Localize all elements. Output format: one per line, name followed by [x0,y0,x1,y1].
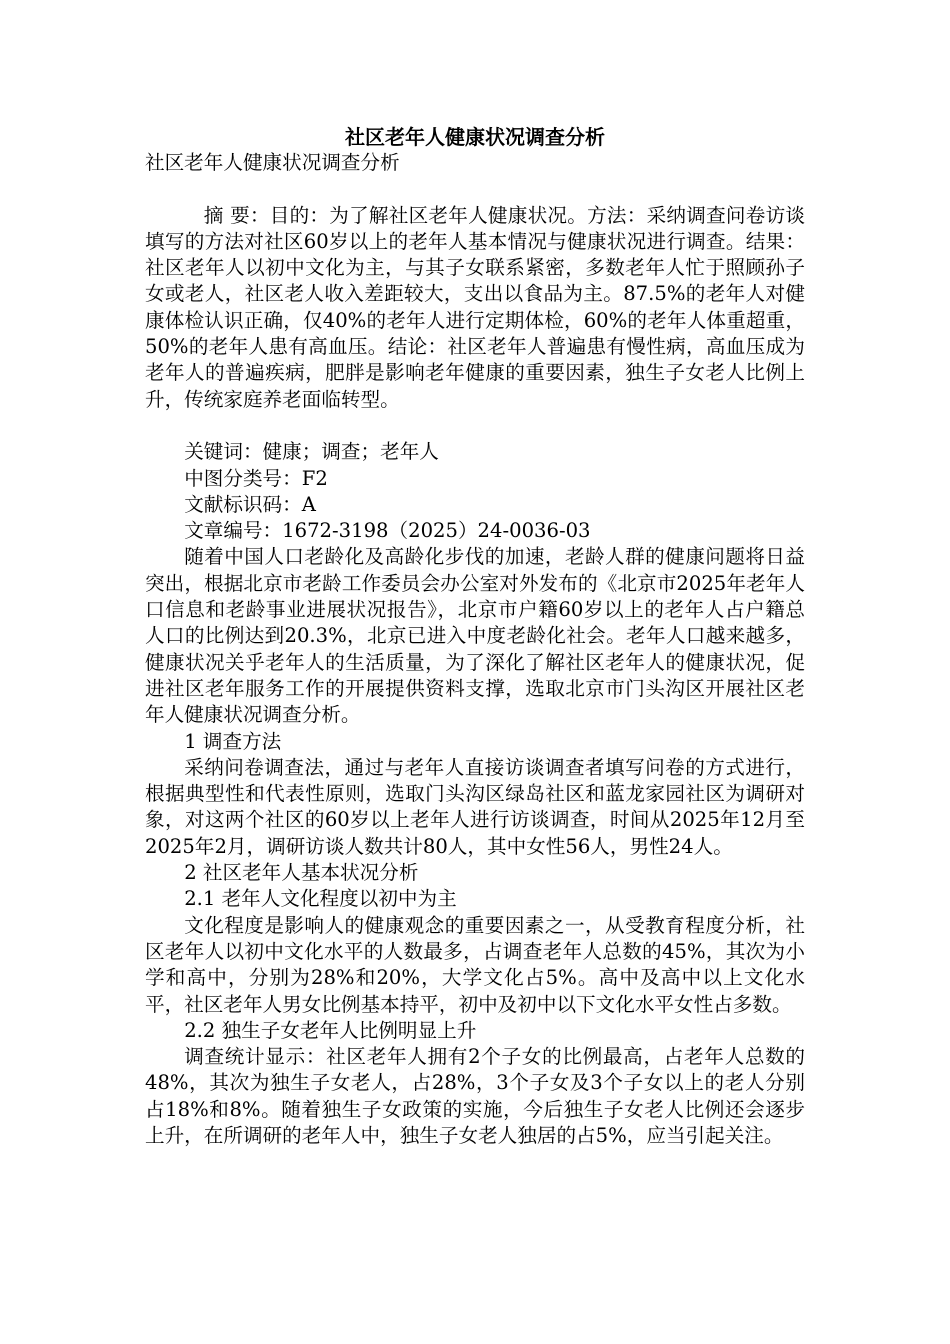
subsection-heading-2-2: 2.2 独生子女老年人比例明显上升 [184,1018,477,1042]
article-number-line: 文章编号：1672-3198（2025）24-0036-03 [184,519,591,543]
classification-line: 中图分类号：F2 [184,466,328,490]
section-1-paragraph: 采纳问卷调查法，通过与老年人直接访谈调查者填写问卷的方式进行，根据典型性和代表性原则，选取门头沟区绿岛社区和蓝龙家园社区为调研对象，对这两个社区的60岁以上老年人进行访谈调查，时间从2025年12月至2025年2月，调研访谈人数共计80人，其中女性56人，男性24人。 [145,755,805,858]
subsection-2-1-paragraph: 文化程度是影响人的健康观念的重要因素之一，从受教育程度分析，社区老年人以初中文化水平的人数最多，占调查老年人总数的45%，其次为小学和高中，分别为28%和20%，大学文化占5%。高中及高中以上文化水平，社区老年人男女比例基本持平，初中及初中以下文化水平女性占多数。 [145,913,805,1016]
section-heading-1: 1 调查方法 [184,729,282,753]
abstract-paragraph: 摘 要：目的：为了解社区老年人健康状况。方法：采纳调查问卷访谈填写的方法对社区60岁以上的老年人基本情况与健康状况进行调查。结果：社区老年人以初中文化为主，与其子女联系紧密，多数老年人忙于照顾孙子女或老人，社区老人收入差距较大，支出以食品为主。87.5%的老年人对健康体检认识正确，仅40%的老年人进行定期体检，60%的老年人体重超重，50%的老年人患有高血压。结论：社区老年人普遍患有慢性病，高血压成为老年人的普遍疾病，肥胖是影响老年健康的重要因素，独生子女老人比例上升，传统家庭养老面临转型。 [145,203,805,411]
subsection-heading-2-1: 2.1 老年人文化程度以初中为主 [184,887,457,911]
page-title: 社区老年人健康状况调查分析 [345,125,605,149]
keywords-line: 关键词：健康；调查；老年人 [184,440,439,464]
document-code-line: 文献标识码：A [184,492,316,516]
article-body [145,150,805,1149]
spacer [145,413,805,439]
subsection-2-2-paragraph: 调查统计显示：社区老年人拥有2个子女的比例最高，占老年人总数的48%，其次为独生子女老人，占28%，3个子女及3个子女以上的老人分别占18%和8%。随着独生子女政策的实施，今后独生子女老人比例还会逐步上升，在所调研的老年人中，独生子女老人独居的占5%，应当引起关注。 [145,1045,805,1147]
intro-paragraph: 随着中国人口老龄化及高龄化步伐的加速，老龄人群的健康问题将日益突出，根据北京市老龄工作委员会办公室对外发布的《北京市2025年老年人口信息和老龄事业进展状况报告》，北京市户籍60岁以上的老年人占户籍总人口的比例达到20.3%，北京已进入中度老龄化社会。老年人口越来越多，健康状况关乎老年人的生活质量，为了深化了解社区老年人的健康状况，促进社区老年服务工作的开展提供资料支撑，选取北京市门头沟区开展社区老年人健康状况调查分析。 [145,545,805,727]
section-heading-2: 2 社区老年人基本状况分析 [184,861,419,885]
subtitle: 社区老年人健康状况调查分析 [145,151,400,174]
spacer [145,176,805,202]
